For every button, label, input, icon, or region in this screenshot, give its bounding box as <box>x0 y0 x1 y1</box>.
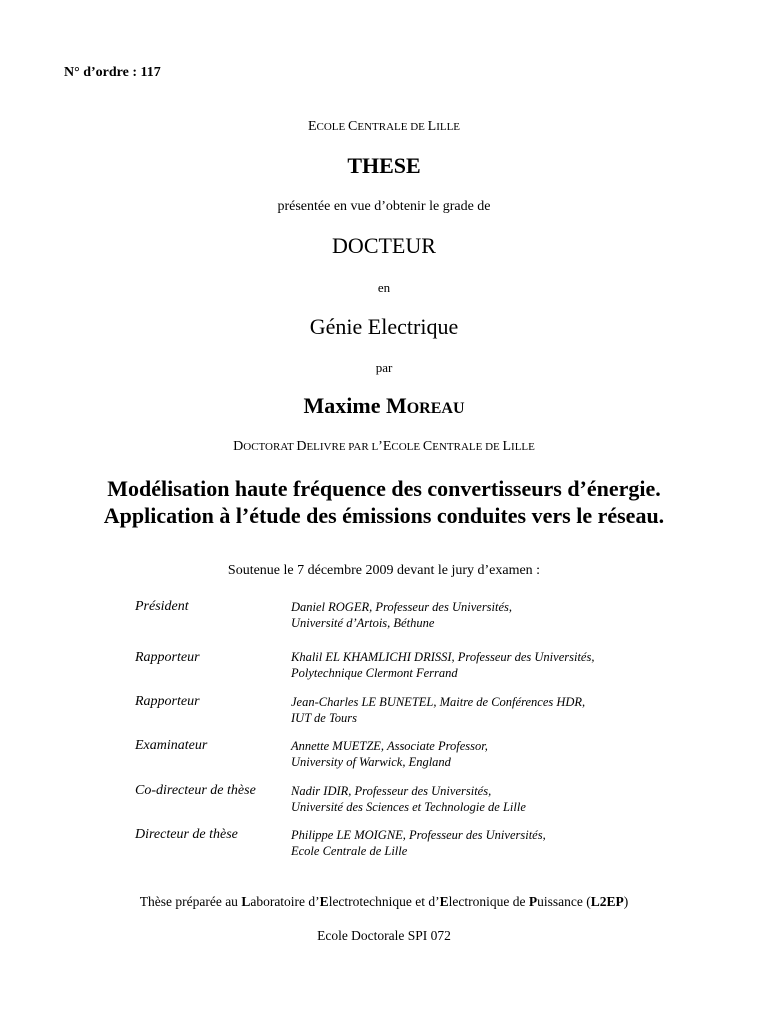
jury-member-affiliation: Université des Sciences et Technologie de Lille <box>291 800 526 814</box>
delivre-c4: C <box>422 439 433 454</box>
degree-field: Génie Electrique <box>309 314 459 339</box>
author-first: Maxime <box>303 393 386 418</box>
jury-member <box>291 694 585 726</box>
jury-member-name: Philippe LE MOIGNE, Professeur des Universités, <box>291 828 546 842</box>
jury-role: Président <box>135 599 189 614</box>
jury-member <box>291 649 594 681</box>
jury-member-affiliation: IUT de Tours <box>291 711 357 725</box>
jury-member-name: Annette MUETZE, Associate Professor, <box>291 739 488 753</box>
jury-member-name: Nadir IDIR, Professeur des Universités, <box>291 784 492 798</box>
delivre-c2: D <box>296 439 307 454</box>
jury-member-affiliation: Ecole Centrale de Lille <box>291 844 408 858</box>
jury-member-affiliation: Université d’Artois, Béthune <box>291 616 435 630</box>
thesis-title <box>0 475 768 529</box>
jury-role: Rapporteur <box>135 650 200 665</box>
document-type: THESE <box>347 153 421 178</box>
doctoral-school: Ecole Doctorale SPI 072 <box>317 928 451 943</box>
jury-member <box>291 599 512 631</box>
delivre-r2: ELIVRE PAR L <box>306 441 379 453</box>
jury-role: Rapporteur <box>135 694 200 709</box>
defense-date-line: Soutenue le 7 décembre 2009 devant le jury d’examen : <box>227 563 541 578</box>
par-line: par <box>375 360 393 375</box>
school-cap-2: C <box>348 119 358 134</box>
lab-t2: lectrotechnique et d’ <box>328 894 440 909</box>
jury-role: Co-directeur de thèse <box>135 783 256 798</box>
author-last-rest: OREAU <box>406 400 465 417</box>
delivre-r5: ILLE <box>511 441 535 453</box>
jury-member-affiliation: University of Warwick, England <box>291 755 451 769</box>
author-last-cap: M <box>385 393 407 418</box>
jury-member-name: Daniel ROGER, Professeur des Universités, <box>291 600 513 614</box>
jury-role: Directeur de thèse <box>135 827 238 842</box>
lab-b2: E <box>319 894 329 909</box>
jury-member-name: Jean-Charles LE BUNETEL, Maitre de Conférences HDR, <box>291 695 586 709</box>
doctorat-delivre <box>0 439 768 455</box>
lab-acronym: L2EP <box>590 894 624 909</box>
order-number: N° d’ordre : 117 <box>64 65 161 80</box>
degree-grade: DOCTEUR <box>332 233 436 258</box>
author-name <box>0 393 768 419</box>
lab-t4: uissance ( <box>537 894 591 909</box>
school-rest-2: ENTRALE DE <box>357 121 428 133</box>
school-rest-1: COLE <box>316 121 349 133</box>
jury-member <box>291 827 546 859</box>
delivre-c3: ’E <box>378 439 392 454</box>
delivre-c1: D <box>233 439 244 454</box>
delivre-r4: ENTRALE DE <box>432 441 503 453</box>
lab-prefix: Thèse préparée au <box>139 894 242 909</box>
lab-t3: lectronique de <box>448 894 529 909</box>
lab-b1: L <box>241 894 251 909</box>
jury-member-name: Khalil EL KHAMLICHI DRISSI, Professeur des Universités, <box>291 650 595 664</box>
jury-member <box>291 783 526 815</box>
lab-t1: aboratoire d’ <box>250 894 320 909</box>
school-cap-1: E <box>307 119 317 134</box>
en-line: en <box>377 280 391 295</box>
delivre-r3: COLE <box>391 441 423 453</box>
thesis-title-line-2: Application à l’étude des émissions conduites vers le réseau. <box>103 503 665 528</box>
lab-b3: E <box>439 894 449 909</box>
laboratory-line <box>0 894 768 910</box>
lab-t5: ) <box>623 894 629 909</box>
lab-b4: P <box>528 894 538 909</box>
delivre-r1: OCTORAT <box>243 441 297 453</box>
school-name <box>0 119 768 135</box>
school-cap-3: L <box>427 119 437 134</box>
jury-member-affiliation: Polytechnique Clermont Ferrand <box>291 666 458 680</box>
thesis-title-line-1: Modélisation haute fréquence des convertisseurs d’énergie. <box>107 476 661 501</box>
delivre-c5: L <box>502 439 512 454</box>
jury-role: Examinateur <box>135 738 208 753</box>
school-rest-3: ILLE <box>436 121 461 133</box>
presentee-line: présentée en vue d’obtenir le grade de <box>277 199 491 214</box>
jury-member <box>291 738 488 770</box>
